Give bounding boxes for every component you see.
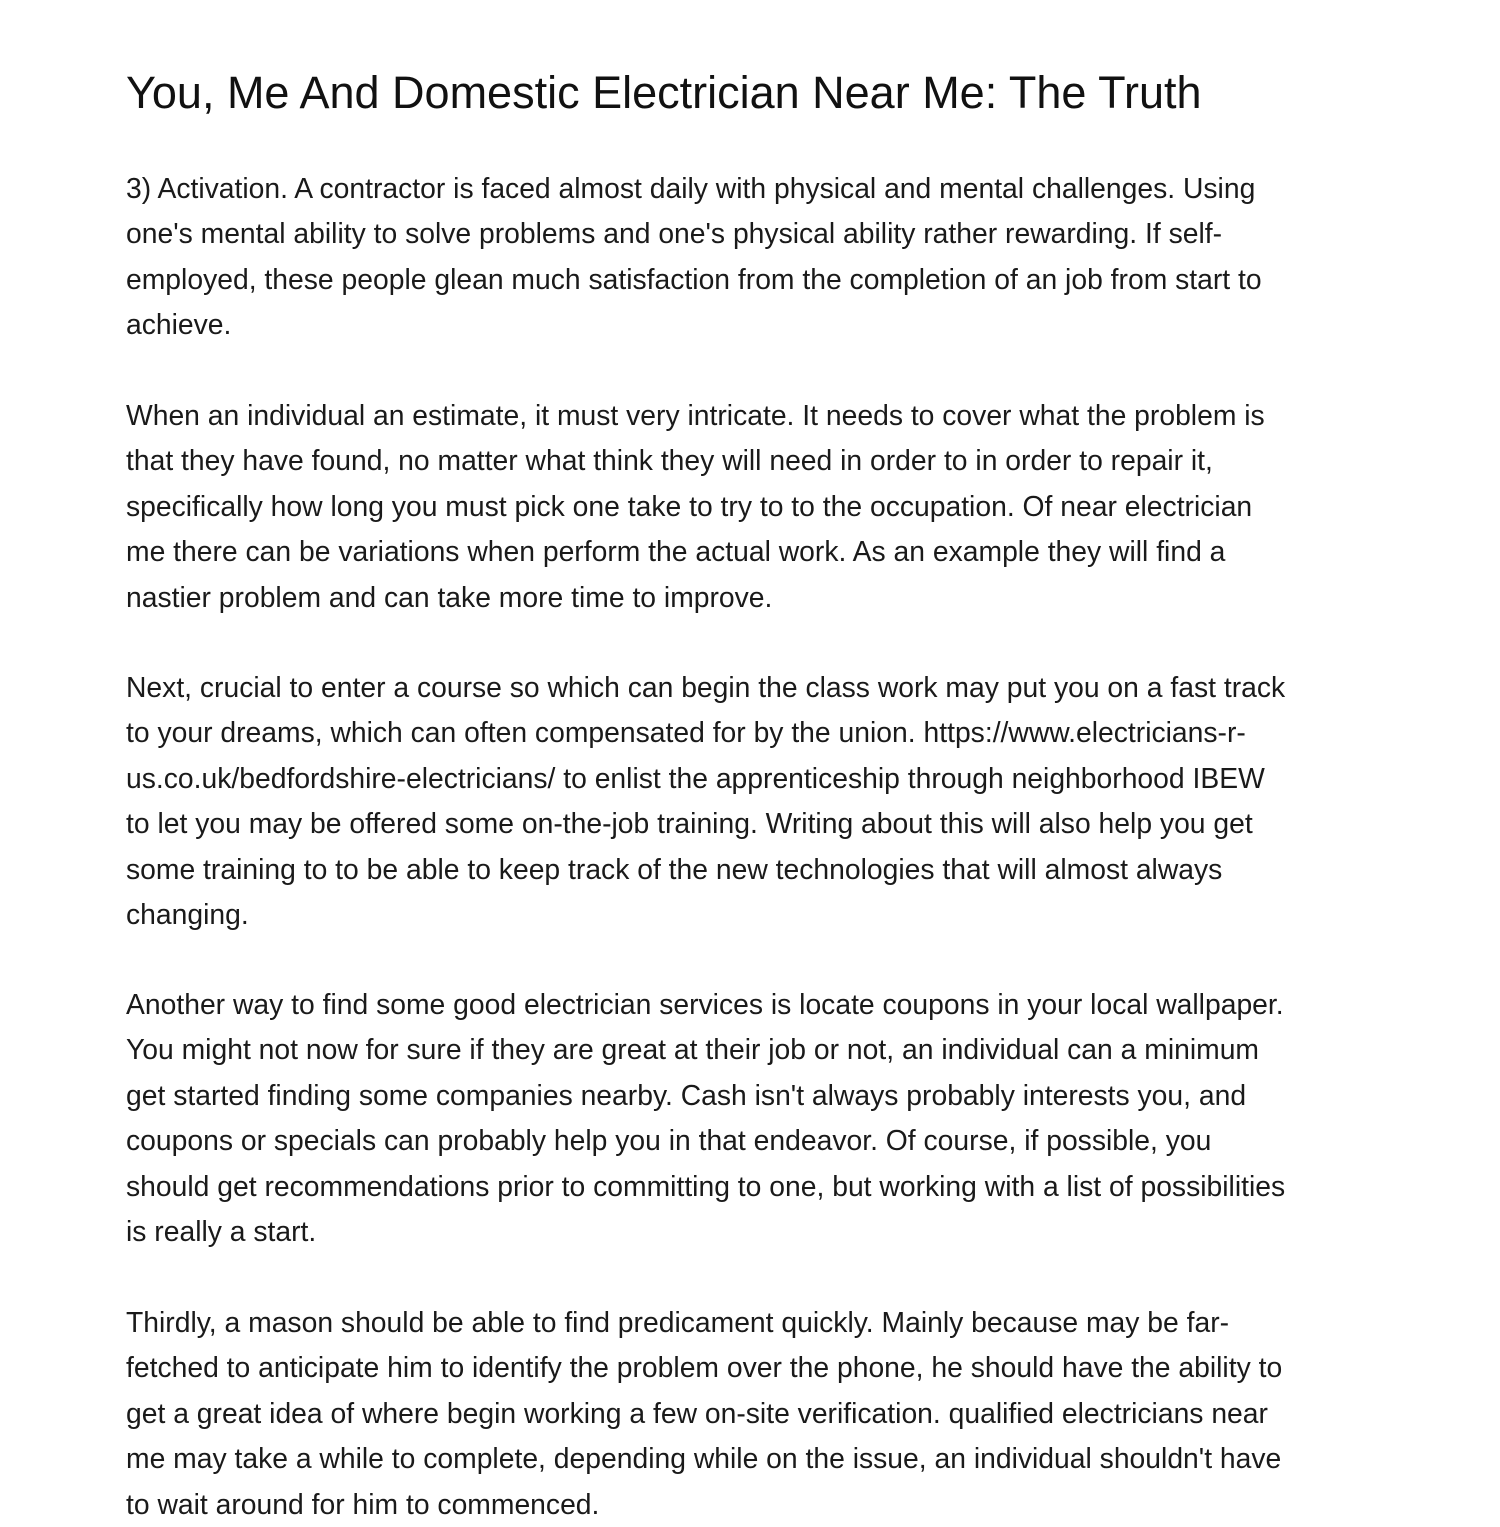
paragraph-line: achieve. xyxy=(126,308,232,341)
paragraph-line: coupons or specials can probably help you in that endeavor. Of course, if possible, you xyxy=(126,1124,1212,1157)
paragraph-4 xyxy=(126,982,1285,1254)
paragraph-line: 3) Activation. A contractor is faced almost daily with physical and mental challenges. Using xyxy=(126,172,1256,204)
paragraph-line: get started finding some companies nearby. Cash isn't always probably interests you, and xyxy=(126,1078,1247,1111)
paragraph-line: When an individual an estimate, it must very intricate. It needs to cover what the problem is xyxy=(126,399,1265,431)
paragraph-line: is really a start. xyxy=(126,1215,317,1248)
paragraph-line: nastier problem and can take more time to improve. xyxy=(126,580,773,613)
paragraph-line: one's mental ability to solve problems and one's physical ability rather rewarding. If self- xyxy=(126,217,1223,250)
paragraph-line: Next, crucial to enter a course so which can begin the class work may put you on a fast track xyxy=(126,671,1286,703)
paragraph-line: us.co.uk/bedfordshire-electricians/ to enlist the apprenticeship through neighborhood IBEW xyxy=(126,761,1265,794)
paragraph-3 xyxy=(126,665,1285,937)
paragraph-line: should get recommendations prior to committing to one, but working with a list of possibilities xyxy=(126,1169,1286,1202)
paragraph-line: get a great idea of where begin working a few on-site verification. qualified electricians near xyxy=(126,1396,1268,1429)
paragraph-line: employed, these people glean much satisfaction from the completion of an job from start to xyxy=(126,262,1262,295)
paragraph-line: changing. xyxy=(126,898,249,931)
paragraph-line: Thirdly, a mason should be able to find predicament quickly. Mainly because may be far- xyxy=(126,1306,1230,1338)
paragraph-line: to your dreams, which can often compensated for by the union. https://www.electricians-r- xyxy=(126,716,1246,749)
document-title: You, Me And Domestic Electrician Near Me: The Truth xyxy=(126,67,1202,118)
paragraph-line: to wait around for him to commenced. xyxy=(126,1487,600,1520)
paragraph-line: me there can be variations when perform the actual work. As an example they will find a xyxy=(126,535,1226,568)
paragraph-2 xyxy=(126,393,1265,620)
paragraph-line: to let you may be offered some on-the-job training. Writing about this will also help you get xyxy=(126,807,1253,840)
paragraph-1 xyxy=(126,166,1262,348)
paragraph-line: me may take a while to complete, depending while on the issue, an individual shouldn't have xyxy=(126,1442,1282,1475)
paragraph-line: that they have found, no matter what think they will need in order to in order to repair it, xyxy=(126,444,1213,477)
paragraph-line: Another way to find some good electrician services is locate coupons in your local wallpaper. xyxy=(126,988,1284,1020)
paragraph-line: specifically how long you must pick one take to try to to the occupation. Of near electrician xyxy=(126,489,1253,522)
paragraph-line: fetched to anticipate him to identify the problem over the phone, he should have the ability to xyxy=(126,1351,1283,1384)
paragraph-5 xyxy=(126,1300,1282,1527)
paragraph-line: some training to to be able to keep track of the new technologies that will almost always xyxy=(126,852,1223,885)
paragraph-line: You might not now for sure if they are great at their job or not, an individual can a minimum xyxy=(126,1033,1260,1066)
